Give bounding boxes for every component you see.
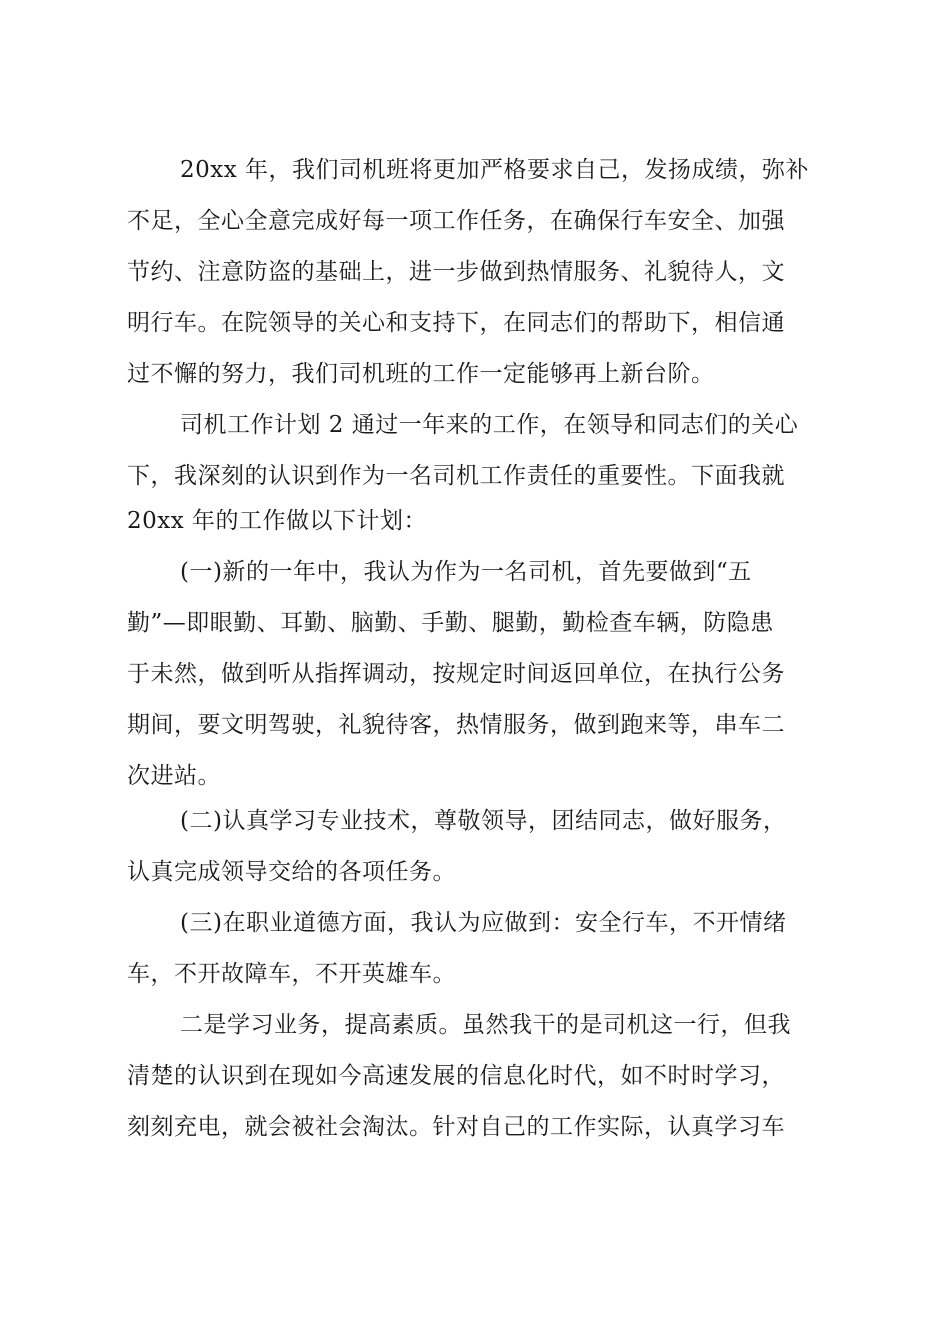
text-line: 不足，全心全意完成好每一项工作任务，在确保行车安全、加强 (127, 208, 785, 234)
text-line: 20xx 年的工作做以下计划： (127, 508, 428, 534)
text-line: 认真完成领导交给的各项任务。 (127, 859, 456, 885)
text-line: 二是学习业务，提高素质。虽然我干的是司机这一行，但我 (180, 1012, 791, 1038)
text-line: 车，不开故障车，不开英雄车。 (127, 961, 456, 987)
text-line: (三)在职业道德方面，我认为应做到：安全行车，不开情绪 (180, 910, 787, 936)
text-line: 清楚的认识到在现如今高速发展的信息化时代，如不时时学习， (127, 1063, 785, 1089)
text-line: 刻刻充电，就会被社会淘汰。针对自己的工作实际，认真学习车 (127, 1114, 785, 1140)
text-line: 勤”—即眼勤、耳勤、脑勤、手勤、腿勤，勤检查车辆，防隐患 (127, 610, 774, 636)
text-line: 过不懈的努力，我们司机班的工作一定能够再上新台阶。 (127, 361, 715, 387)
text-line: 司机工作计划 2 通过一年来的工作，在领导和同志们的关心 (180, 412, 799, 438)
text-line: 节约、注意防盗的基础上，进一步做到热情服务、礼貌待人，文 (127, 259, 785, 285)
text-line: 下，我深刻的认识到作为一名司机工作责任的重要性。下面我就 (127, 463, 785, 489)
text-line: (二)认真学习专业技术，尊敬领导，团结同志，做好服务， (180, 808, 787, 834)
text-line: 次进站。 (127, 763, 221, 789)
text-line: (一)新的一年中，我认为作为一名司机，首先要做到“五 (180, 559, 752, 585)
text-line: 明行车。在院领导的关心和支持下，在同志们的帮助下，相信通 (127, 310, 785, 336)
text-line: 期间，要文明驾驶，礼貌待客，热情服务，做到跑来等，串车二 (127, 712, 785, 738)
text-line: 20xx 年，我们司机班将更加严格要求自己，发扬成绩，弥补 (180, 157, 810, 183)
text-line: 于未然，做到听从指挥调动，按规定时间返回单位，在执行公务 (127, 661, 785, 687)
